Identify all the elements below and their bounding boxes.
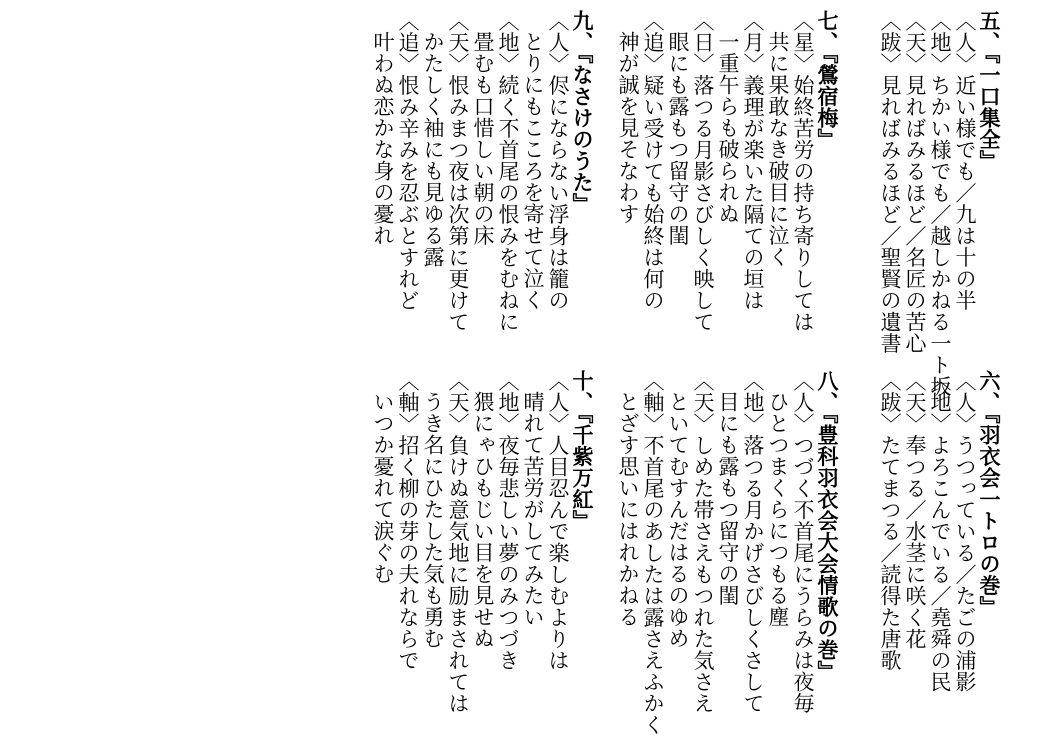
section-title: 九、『なさけのうた』 — [570, 10, 595, 215]
section-roku — [877, 370, 1002, 715]
verse-line: 〈跋〉たてまつる／読得た唐歌 — [878, 370, 902, 671]
verse-line: 〈星〉始終苦労の持ち寄りしては — [791, 10, 815, 333]
verse-continuation: 神が誠を見そなわす — [616, 31, 640, 225]
verse-continuation: 叶わぬ恋かな身の憂れ — [371, 31, 395, 246]
verse-line: 〈追〉恨み辛みを忍ぶとすれど — [396, 10, 420, 311]
verse-continuation: 一重午らも破られぬ — [716, 31, 740, 225]
verse-continuation: といてむすんだはるのゆめ — [666, 391, 690, 649]
verse-continuation: 畳むも口惜しい朝の床 — [471, 31, 495, 246]
verse-line: 〈月〉義理が楽いた隔ての垣は — [741, 10, 765, 311]
verse-continuation: 目にも露もつ留守の閨 — [716, 391, 740, 606]
verse-line: 〈追〉疑い受けても始終は何の — [641, 10, 665, 311]
section-ju — [370, 370, 595, 715]
verse-line: 〈軸〉不首尾のあしたは露さえふかく — [641, 370, 665, 736]
verse-continuation: 猥にゃひもじい目を見せぬ — [471, 391, 495, 649]
verse-continuation: いつか憂れて涙ぐむ — [371, 391, 395, 585]
section-kyu — [370, 10, 595, 360]
verse-continuation: かたしく袖にも見ゆる露 — [421, 31, 445, 268]
verse-line: 〈天〉見ればみるほど／名匠の苦心 — [903, 10, 927, 354]
section-shichi — [615, 10, 840, 360]
verse-line: 〈軸〉招く柳の芽の夫れならで — [396, 370, 420, 671]
verse-continuation: 共に果敢なき破目に泣く — [766, 31, 790, 268]
verse-line: 〈地〉続く不首尾の恨みをむねに — [496, 10, 520, 333]
verse-line: 〈人〉侭にならない浮身は籠の — [546, 10, 570, 311]
section-title: 六、『羽衣会一トロの巻』 — [977, 370, 1002, 618]
section-title: 七、『鶯宿梅』 — [815, 10, 840, 150]
verse-line: 〈天〉負けぬ意気地に励まされては — [446, 370, 470, 714]
verse-line: 〈地〉夜毎悲しい夢のみつづき — [496, 370, 520, 671]
verse-line: 〈地〉ちかい様でも／越しかねる一ト坂 — [928, 10, 952, 397]
verse-line: 〈地〉よろこんでいる／堯舜の民 — [928, 370, 952, 693]
section-hachi — [615, 370, 840, 736]
verse-line: 〈地〉落つる月かげさびしくさして — [741, 370, 765, 714]
section-go — [877, 10, 1002, 397]
section-title: 五、『一口集全』 — [977, 10, 1002, 172]
verse-continuation: とざす思いにはれかねる — [616, 391, 640, 628]
verse-line: 〈天〉奉つる／水茎に咲く花 — [903, 370, 927, 650]
section-title: 十、『千紫万紅』 — [570, 370, 595, 532]
verse-line: 〈人〉つづく不首尾にうらみは夜毎 — [791, 370, 815, 714]
verse-continuation: とりにもこころを寄せて泣く — [521, 31, 545, 311]
verse-line: 〈人〉人目忍んで楽しむよりは — [546, 370, 570, 671]
verse-line: 〈人〉うつっている／たごの浦影 — [953, 370, 977, 693]
verse-continuation: 眼にも露もつ留守の閨 — [666, 31, 690, 246]
verse-continuation: うき名にひたした気も勇む — [421, 391, 445, 649]
section-title: 八、『豊科羽衣会大会情歌の巻』 — [815, 370, 840, 682]
verse-line: 〈日〉落つる月影さびしく映して — [691, 10, 715, 333]
verse-continuation: 晴れて苦労がしてみたい — [521, 391, 545, 628]
verse-line: 〈跋〉見ればみるほど／聖賢の遺書 — [878, 10, 902, 354]
verse-continuation: ひとつまくらにつもる塵 — [766, 391, 790, 628]
verse-line: 〈人〉近い様でも／九は十の半 — [953, 10, 977, 311]
verse-line: 〈天〉しめた帯さえもつれた気さえ — [691, 370, 715, 714]
verse-line: 〈天〉恨みまつ夜は次第に更けて — [446, 10, 470, 333]
